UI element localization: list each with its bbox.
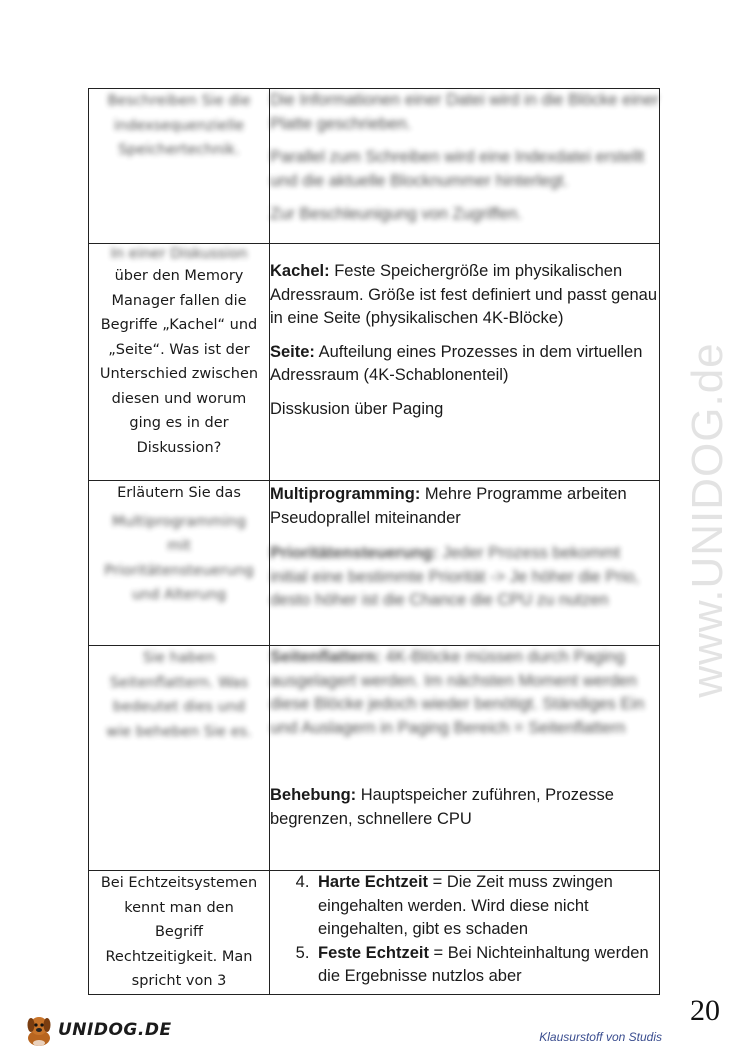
- term-label: Feste Echtzeit: [318, 943, 429, 962]
- answer-paragraph: Seite: Aufteilung eines Prozesses in dem virtuellen Adressraum (4K-Schablonenteil): [270, 342, 643, 384]
- question-cell: [89, 244, 270, 481]
- answer-paragraph: Zur Beschleunigung von Zugriffen.: [270, 205, 522, 223]
- question-cell: [89, 481, 270, 646]
- term-label: Behebung:: [270, 786, 357, 804]
- answer-cell: [270, 646, 660, 871]
- question-text-blurred: Sie haben Seitenflattern. Was bedeutet dies und wie beheben Sie es.: [106, 650, 252, 740]
- table-row: [89, 646, 660, 871]
- question-cell: [89, 871, 270, 995]
- question-text-blurred: Multiprogramming mit Prioritätensteuerung und Alterung: [104, 513, 254, 603]
- table-row: [89, 89, 660, 244]
- question-text: Bei Echtzeitsystemen kennt man den Begriff Rechtzeitigkeit. Man spricht von 3: [100, 875, 258, 989]
- table-row: [89, 481, 660, 646]
- question-text: über den Memory Manager fallen die Begriffe „Kachel“ und „Seite“. Was ist der Unterschied zwischen diesen und worum ging es in der Diskussion?: [99, 268, 259, 456]
- footer-source: Klausurstoff von Studis: [539, 1030, 662, 1044]
- watermark: [683, 280, 732, 760]
- question-cell: [89, 646, 270, 871]
- answer-cell: [270, 871, 660, 995]
- answer-paragraph: Behebung: Hauptspeicher zuführen, Prozesse begrenzen, schnellere CPU: [270, 786, 614, 828]
- answer-paragraph-blurred: Seitenflattern: 4K-Blöcke müssen durch Paging ausgelagert werden. Im nächsten Moment werden diese Blöcke jedoch wieder benötigt. Ständiges Ein und Auslagern in Paging Bereich = Seitenflattern: [270, 648, 645, 737]
- question-text: Erläutern Sie das: [117, 485, 241, 501]
- answer-paragraph: Kachel: Feste Speichergröße im physikalischen Adressraum. Größe ist fest definiert und passt genau in eine Seite (physikalischen 4K-Blöcke): [270, 262, 658, 327]
- term-label: Multiprogramming:: [270, 485, 421, 503]
- answer-cell: [270, 481, 660, 646]
- term-label: Kachel:: [270, 262, 330, 280]
- question-text: Beschreiben Sie die indexsequenzielle Speichertechnik.: [107, 93, 251, 158]
- answer-paragraph: Disskusion über Paging: [270, 399, 444, 418]
- question-text-blurred: In einer Diskussion: [110, 246, 248, 262]
- qa-table: [88, 88, 660, 995]
- table-row: [89, 244, 660, 481]
- question-cell: [89, 89, 270, 244]
- list-item: 4. Harte Echtzeit = Die Zeit muss zwingen eingehalten werden. Wird diese nicht eingehalten, gibt es schaden: [314, 871, 659, 942]
- page-number: 20: [690, 994, 720, 1027]
- answer-cell: [270, 89, 660, 244]
- logo-text: UNIDOG.DE: [58, 1020, 172, 1040]
- footer-logo: [22, 1010, 172, 1050]
- watermark-text: www.UNIDOG.de: [683, 342, 732, 698]
- answer-cell: [270, 244, 660, 481]
- numbered-list: [270, 871, 659, 989]
- table-row: [89, 871, 660, 995]
- dog-logo-icon: [22, 1012, 56, 1048]
- answer-paragraph: Die Informationen einer Datei wird in die Blöcke einer Platte geschrieben.: [270, 91, 659, 133]
- term-label: Harte Echtzeit: [318, 873, 429, 891]
- answer-paragraph: Multiprogramming: Mehre Programme arbeiten Pseudoprallel miteinander: [270, 485, 627, 527]
- list-item: 5. Feste Echtzeit = Bei Nichteinhaltung werden die Ergebnisse nutzlos aber: [314, 942, 659, 989]
- term-label: Seite:: [270, 342, 315, 361]
- answer-paragraph-blurred: Prioritätensteuerung: Jeder Prozess bekommt initial eine bestimmte Priorität -> Je höher die Prio, desto höher ist die Chance die CPU zu nutzen: [270, 544, 640, 609]
- answer-paragraph: Parallel zum Schreiben wird eine Indexdatei erstellt und die aktuelle Blocknummer hinterlegt.: [270, 148, 645, 190]
